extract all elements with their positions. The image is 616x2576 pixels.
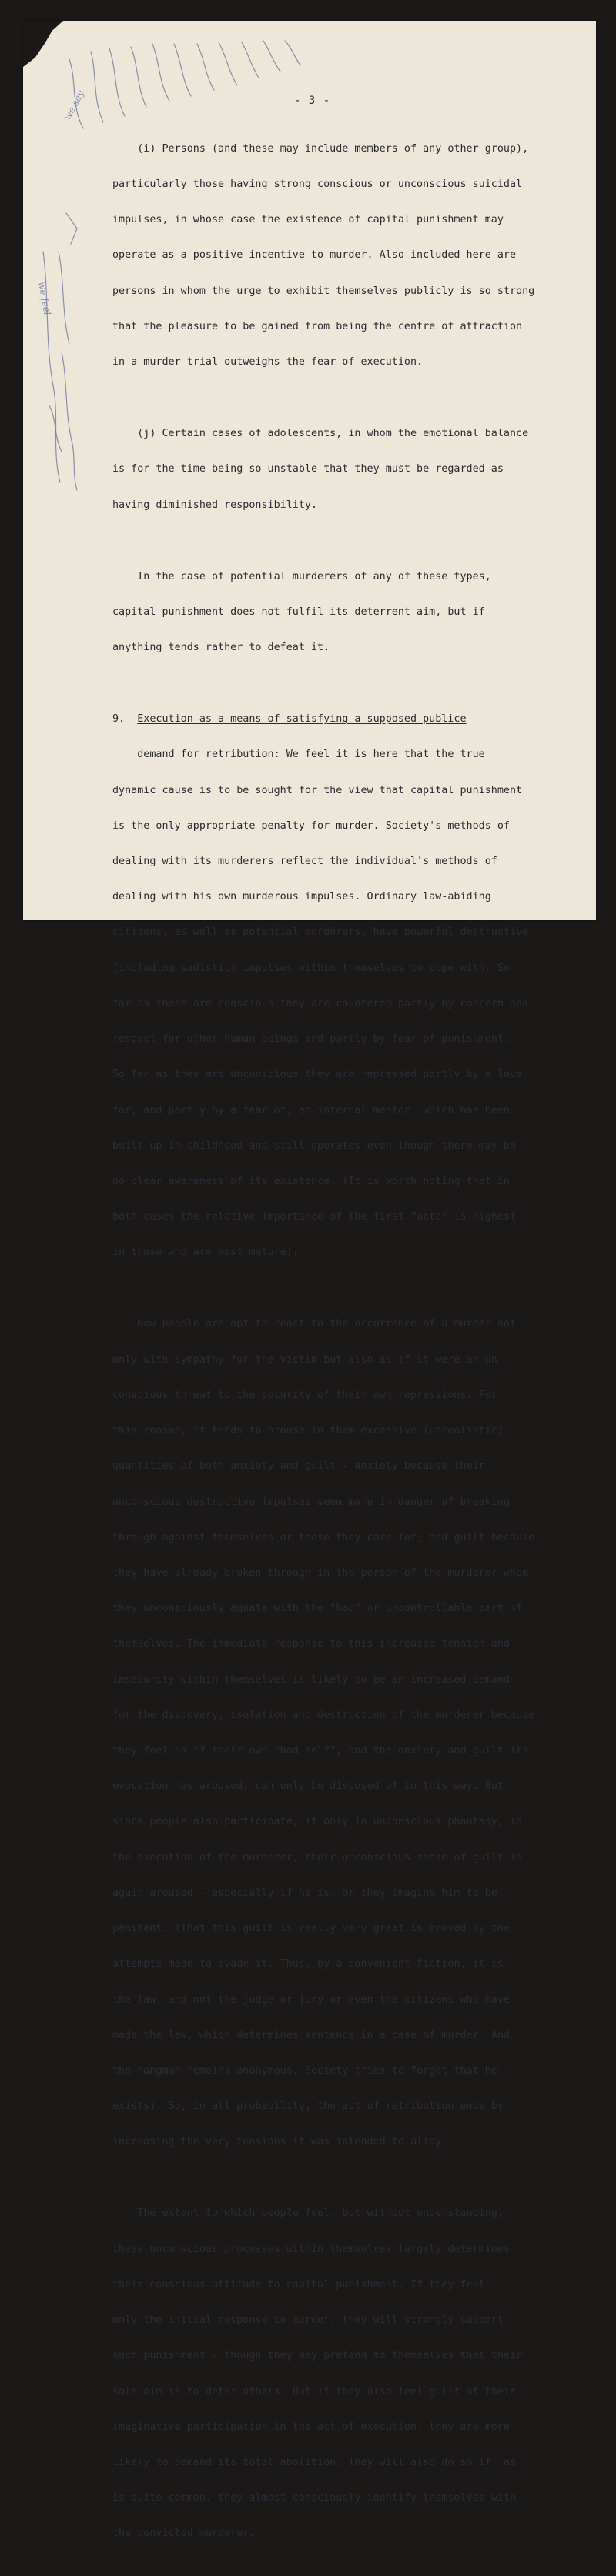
section-heading-line2 bbox=[112, 749, 599, 760]
text-line: far as these are conscious they are countered partly by concern and bbox=[112, 997, 529, 1009]
text-line: for, and partly by a fear of, an internal mentor, which has been bbox=[112, 1104, 510, 1116]
text-line: The extent to which people feel, but without understanding, bbox=[112, 2207, 504, 2220]
text-line: dealing with his own murderous impulses. Ordinary law-abiding bbox=[112, 891, 491, 903]
text-line: no clear awareness of its existence. (It is worth noting that in bbox=[112, 1175, 510, 1187]
text-line: anything tends rather to defeat it. bbox=[112, 642, 330, 654]
text-line: exists). So, in all probability, the act of retribution ends by bbox=[112, 2101, 504, 2113]
text-line: Now people are apt to react to the occurrence of a murder not bbox=[112, 1318, 517, 1330]
text-line: made the law, which determines sentence in a case of murder. And bbox=[112, 2029, 510, 2041]
text-line: they have already broken through in the person of the murderer whom bbox=[112, 1567, 529, 1579]
text-line: (j) Certain cases of adolescents, in whom the emotional balance bbox=[112, 428, 529, 440]
text-line: In the case of potential murderers of any of these types, bbox=[112, 570, 491, 582]
paragraph-now bbox=[112, 1295, 599, 2172]
text-line: quantities of both anxiety and guilt - anxiety because their bbox=[112, 1460, 485, 1473]
text-line: again aroused - especially if he is, or they imagine him to be bbox=[112, 1887, 497, 1899]
text-line: particularly those having strong conscious or unconscious suicidal bbox=[112, 179, 523, 191]
text-line: operate as a positive incentive to murder. Also included here are bbox=[112, 249, 517, 262]
section-number: 9. bbox=[112, 713, 126, 726]
text-line: in a murder trial outweighs the fear of execution. bbox=[112, 356, 424, 369]
text-line: their conscious attitude to capital punishment. If they feel bbox=[112, 2278, 485, 2291]
text-line: respect for other human beings and partly by fear of punishment. bbox=[112, 1033, 510, 1046]
text-line: only with sympathy for the victim but also as if it were an un- bbox=[112, 1353, 504, 1366]
text-line: is quite common, they almost consciously identify themselves with bbox=[112, 2492, 517, 2504]
text-line: they feel as if their own "bad self", and the anxiety and guilt its bbox=[112, 1745, 529, 1757]
text-line: built up in childhood and still operates even though there may be bbox=[112, 1140, 517, 1152]
text-line: this reason, it tends to arouse in them excessive (unrealistic) bbox=[112, 1425, 504, 1437]
paragraph-j bbox=[112, 404, 599, 534]
text-line: evocation has aroused, can only be disposed of in this way. But bbox=[112, 1780, 504, 1793]
svg-text:we feel: we feel bbox=[36, 281, 53, 316]
text-line: citizens, as well as potential murderers, have powerful destructive bbox=[112, 926, 529, 939]
text-line: dealing with its murderers reflect the individual's methods of bbox=[112, 855, 497, 867]
page-number: - 3 - bbox=[294, 95, 331, 107]
text-line: the hangman remains anonymous. Society tries to forget that he bbox=[112, 2065, 497, 2077]
text-line: capital punishment does not fulfil its deterrent aim, but if bbox=[112, 606, 485, 618]
text-line: the law, and not the judge or jury or even the citizens who have bbox=[112, 1994, 510, 2006]
text-line: dynamic cause is to be sought for the view that capital punishment bbox=[112, 784, 523, 796]
text-line: impulses, in whose case the existence of capital punishment may bbox=[112, 214, 504, 226]
text-line: the execution of the murderer, their unconscious sense of guilt is bbox=[112, 1851, 523, 1864]
typed-body bbox=[112, 119, 599, 2576]
paragraph-summary bbox=[112, 547, 599, 677]
text-line: attempts made to evade it. Thus, by a convenient fiction, it is bbox=[112, 1958, 504, 1970]
text-line: (including sadistic) impulses within themselves to cope with. So bbox=[112, 962, 510, 974]
text-line: is the only appropriate penalty for murder. Society's methods of bbox=[112, 819, 510, 832]
text-line: these unconscious processes within themselves largely determines bbox=[112, 2243, 510, 2255]
text-line: (i) Persons (and these may include members of any other group), bbox=[112, 142, 529, 155]
text-line: is for the time being so unstable that they must be regarded as bbox=[112, 463, 504, 475]
text-line: increasing the very tensions it was intended to allay. bbox=[112, 2136, 448, 2148]
text-line: such punishment - though they may pretend to themselves that their bbox=[112, 2350, 523, 2362]
text-line: unconscious destructive impulses seem more in danger of breaking bbox=[112, 1496, 510, 1508]
document-page bbox=[23, 21, 596, 2540]
text-line: the convicted murderer. bbox=[112, 2528, 256, 2540]
text-line: in those who are most mature). bbox=[112, 1246, 299, 1259]
text-line: having diminished responsibility. bbox=[112, 499, 318, 511]
paragraph-extent bbox=[112, 2184, 599, 2564]
section-9 bbox=[112, 689, 599, 1282]
text-line: only the initial response to murder, they will strongly support bbox=[112, 2314, 504, 2327]
text-line: likely to demand its total abolition. They will also do so if, as bbox=[112, 2457, 517, 2468]
text-line: themselves. The immediate response to this increased tension and bbox=[112, 1638, 510, 1650]
text-line: they unconsciously equate with the "bad" or uncontrollable part of bbox=[112, 1603, 523, 1615]
text-line: that the pleasure to be gained from being the centre of attraction bbox=[112, 320, 523, 332]
text-line: sole aim is to deter others. But if they also feel guilt at their bbox=[112, 2385, 517, 2397]
svg-text:we say: we say bbox=[62, 88, 87, 122]
text-line: through against themselves or those they care for; and guilt because bbox=[112, 1531, 535, 1543]
text-line: We feel it is here that the true bbox=[280, 749, 485, 761]
section-heading-line1 bbox=[112, 713, 599, 725]
torn-corner bbox=[23, 21, 63, 67]
section-heading-continued: demand for retribution: bbox=[137, 749, 280, 761]
text-line: So far as they are unconscious they are repressed partly by a love bbox=[112, 1069, 523, 1081]
text-line: for the discovery, isolation and destruction of the murderer because bbox=[112, 1709, 535, 1721]
paragraph-i bbox=[112, 119, 599, 392]
text-line: imaginative participation in the act of execution, they are more bbox=[112, 2421, 510, 2433]
text-line: both cases the relative importance of the first factor is highest bbox=[112, 1211, 517, 1223]
section-heading: Execution as a means of satisfying a supposed publice bbox=[137, 713, 467, 726]
text-line: conscious threat to the security of their own repressions. For bbox=[112, 1389, 497, 1401]
text-line: since people also participate, if only in unconscious phantasy, in bbox=[112, 1816, 523, 1828]
text-line: penitent. (That this guilt is really very great is proved by the bbox=[112, 1923, 510, 1935]
text-line: insecurity within themselves is likely to be an increased demand bbox=[112, 1673, 510, 1686]
text-line: persons in whom the urge to exhibit themselves publicly is so strong bbox=[112, 285, 535, 297]
